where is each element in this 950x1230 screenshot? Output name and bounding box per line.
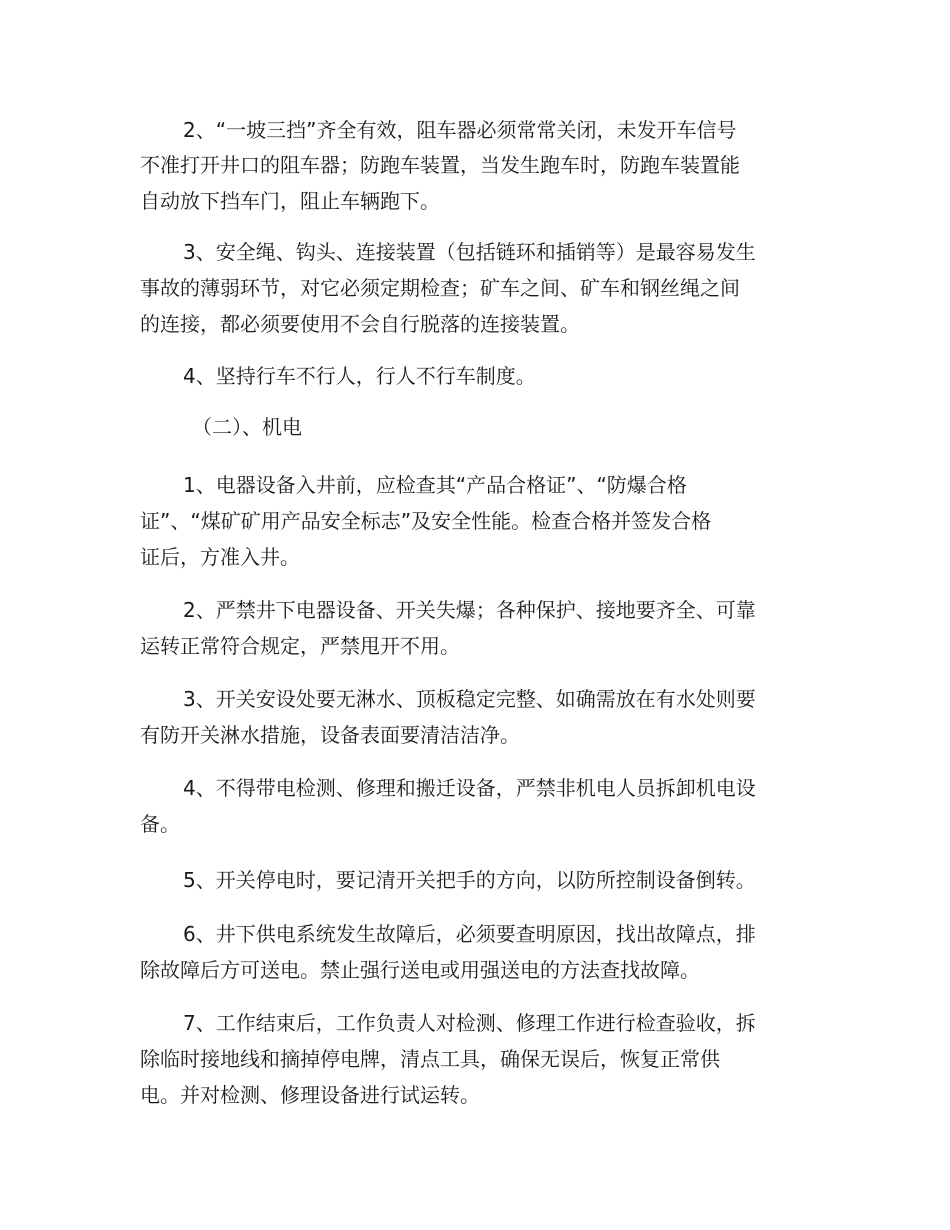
paragraph-2-line-1: 3、安全绳、钩头、连接装置（包括链环和插销等）是最容易发生	[183, 240, 756, 264]
section-heading: （二）、机电	[192, 415, 302, 439]
paragraph-3-line-1: 4、坚持行车不行人，行人不行车制度。	[183, 364, 536, 388]
paragraph-4-line-2: 证”、“煤矿矿用产品安全标志”及安全性能。检查合格并签发合格	[140, 509, 712, 533]
paragraph-6-line-2: 有防开关淋水措施，设备表面要清洁洁净。	[140, 723, 520, 747]
paragraph-6-line-1: 3、开关安设处要无淋水、顶板稳定完整、如确需放在有水处则要	[183, 687, 756, 711]
paragraph-5-line-1: 2、严禁井下电器设备、开关失爆；各种保护、接地要齐全、可靠	[183, 598, 756, 622]
paragraph-1-line-2: 不准打开井口的阻车器；防跑车装置，当发生跑车时，防跑车装置能	[140, 153, 740, 177]
paragraph-2-line-2: 事故的薄弱环节，对它必须定期检查；矿车之间、矿车和钢丝绳之间	[140, 276, 740, 300]
paragraph-1-line-1: 2、“一坡三挡”齐全有效，阻车器必须常常关闭，未发开车信号	[183, 118, 737, 142]
paragraph-7-line-1: 4、不得带电检测、修理和搬迁设备，严禁非机电人员拆卸机电设	[183, 776, 756, 800]
paragraph-4-line-1: 1、电器设备入井前，应检查其“产品合格证”、“防爆合格	[183, 473, 687, 497]
paragraph-9-line-2: 除故障后方可送电。禁止强行送电或用强送电的方法查找故障。	[140, 958, 700, 982]
paragraph-2-line-3: 的连接，都必须要使用不会自行脱落的连接装置。	[140, 312, 580, 336]
paragraph-10-line-2: 除临时接地线和摘掉停电牌，清点工具，确保无误后，恢复正常供	[140, 1047, 720, 1071]
paragraph-9-line-1: 6、井下供电系统发生故障后，必须要查明原因，找出故障点，排	[183, 922, 756, 946]
paragraph-4-line-3: 证后，方准入井。	[140, 545, 300, 569]
paragraph-10-line-3: 电。并对检测、修理设备进行试运转。	[140, 1083, 480, 1107]
paragraph-10-line-1: 7、工作结束后，工作负责人对检测、修理工作进行检查验收，拆	[183, 1011, 756, 1035]
paragraph-1-line-3: 自动放下挡车门，阻止车辆跑下。	[140, 189, 440, 213]
paragraph-8-line-1: 5、开关停电时，要记清开关把手的方向，以防所控制设备倒转。	[183, 868, 756, 892]
paragraph-7-line-2: 备。	[140, 812, 180, 836]
paragraph-5-line-2: 运转正常符合规定，严禁甩开不用。	[140, 634, 460, 658]
